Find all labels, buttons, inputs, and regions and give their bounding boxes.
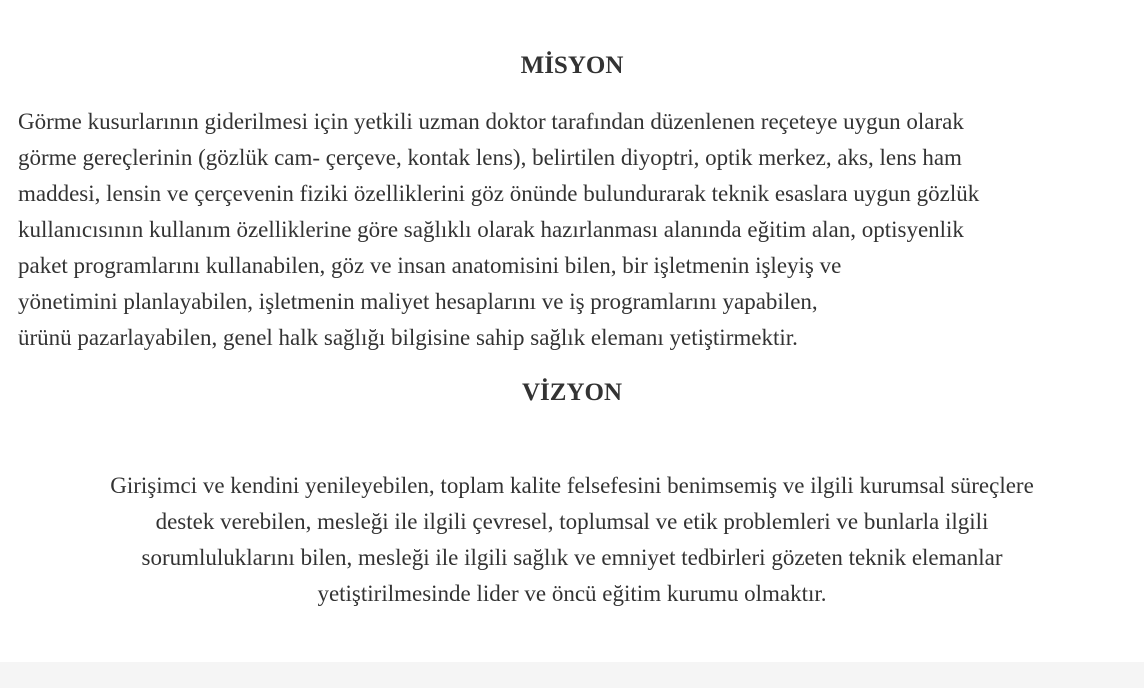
mission-line: paket programlarını kullanabilen, göz ve insan anatomisini bilen, bir işletmenin işleyiş ve	[18, 253, 842, 278]
mission-title: MİSYON	[520, 52, 624, 79]
footer-band	[0, 662, 1144, 688]
vision-line: destek verebilen, mesleği ile ilgili çevresel, toplumsal ve etik problemleri ve bunlarla ilgili	[155, 509, 989, 534]
vision-title: VİZYON	[521, 379, 622, 406]
vision-line: yetiştirilmesinde lider ve öncü eğitim kurumu olmaktır.	[317, 581, 827, 606]
mission-line: yönetimini planlayabilen, işletmenin maliyet hesaplarını ve iş programlarını yapabilen,	[18, 289, 818, 314]
mission-line: görme gereçlerinin (gözlük cam- çerçeve, kontak lens), belirtilen diyoptri, optik merkez, aks, lens ham	[18, 145, 962, 170]
mission-line: ürünü pazarlayabilen, genel halk sağlığı bilgisine sahip sağlık elemanı yetiştirmektir.	[18, 325, 798, 350]
mission-line: Görme kusurlarının giderilmesi için yetkili uzman doktor tarafından düzenlenen reçeteye uygun olarak	[18, 109, 964, 134]
vision-line: sorumluluklarını bilen, mesleği ile ilgili sağlık ve emniyet tedbirleri gözeten teknik elemanlar	[141, 545, 1003, 570]
vision-paragraph	[0, 468, 1144, 612]
mission-paragraph	[18, 104, 1128, 356]
vision-line: Girişimci ve kendini yenileyebilen, toplam kalite felsefesini benimsemiş ve ilgili kurumsal süreçlere	[110, 473, 1034, 498]
mission-line: kullanıcısının kullanım özelliklerine göre sağlıklı olarak hazırlanması alanında eğitim alan, optisyenlik	[18, 217, 964, 242]
mission-line: maddesi, lensin ve çerçevenin fiziki özelliklerini göz önünde bulundurarak teknik esaslara uygun gözlük	[18, 181, 980, 206]
